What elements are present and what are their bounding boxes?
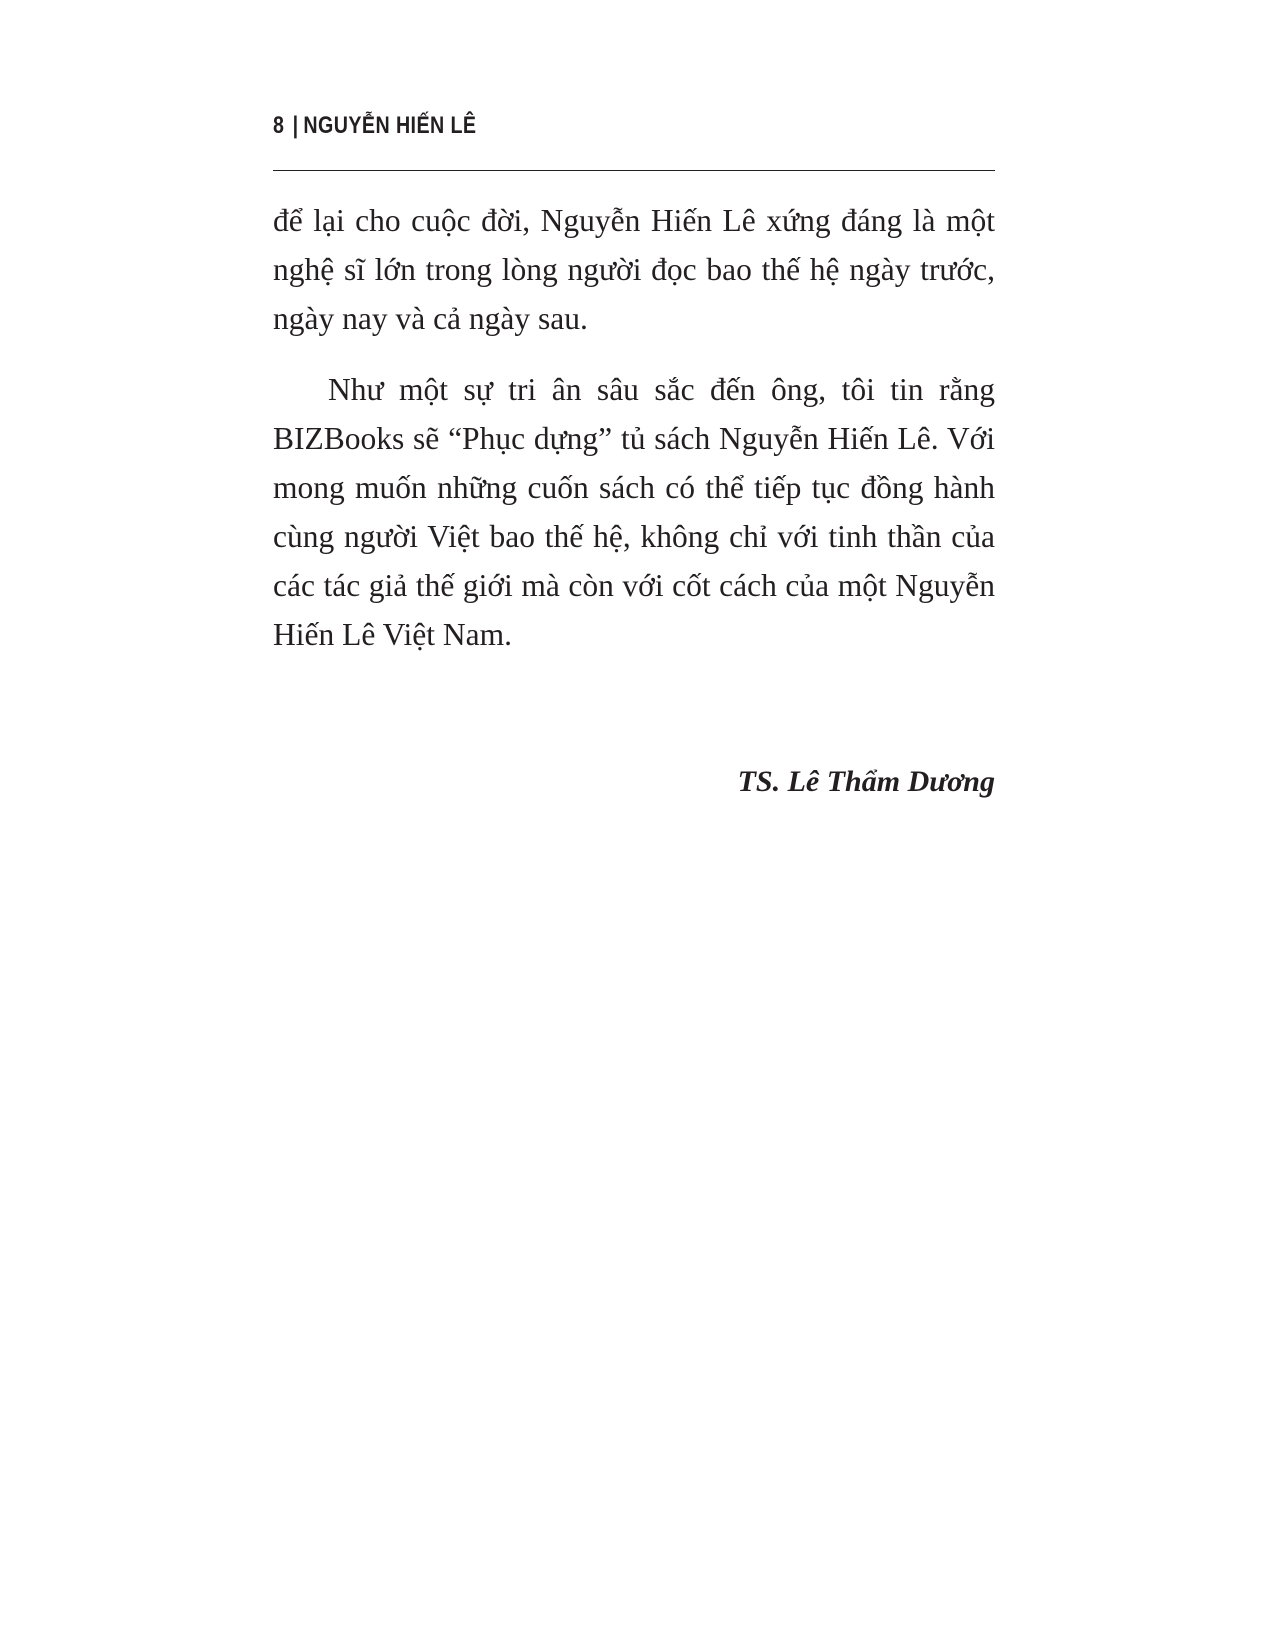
running-header bbox=[273, 112, 865, 152]
header-separator: | bbox=[292, 112, 299, 139]
body-text bbox=[273, 196, 995, 659]
page-number: 8 bbox=[273, 112, 285, 139]
paragraph-continued: để lại cho cuộc đời, Nguyễn Hiến Lê xứng đáng là một nghệ sĩ lớn trong lòng người đọc bao thế hệ ngày trước, ngày nay và cả ngày sau. bbox=[273, 203, 995, 336]
paragraph: Như một sự tri ân sâu sắc đến ông, tôi tin rằng BIZBooks sẽ “Phục dựng” tủ sách Nguyễn Hiến Lê. Với mong muốn những cuốn sách có thể tiếp tục đồng hành cùng người Việt bao thế hệ, không chỉ với tinh thần của các tác giả thế giới mà còn với cốt cách của một Nguyễn Hiến Lê Việt Nam. bbox=[273, 372, 995, 652]
header-rule bbox=[273, 170, 995, 171]
running-title: NGUYỄN HIẾN LÊ bbox=[303, 112, 477, 139]
author-signature: TS. Lê Thẩm Dương bbox=[737, 765, 995, 798]
